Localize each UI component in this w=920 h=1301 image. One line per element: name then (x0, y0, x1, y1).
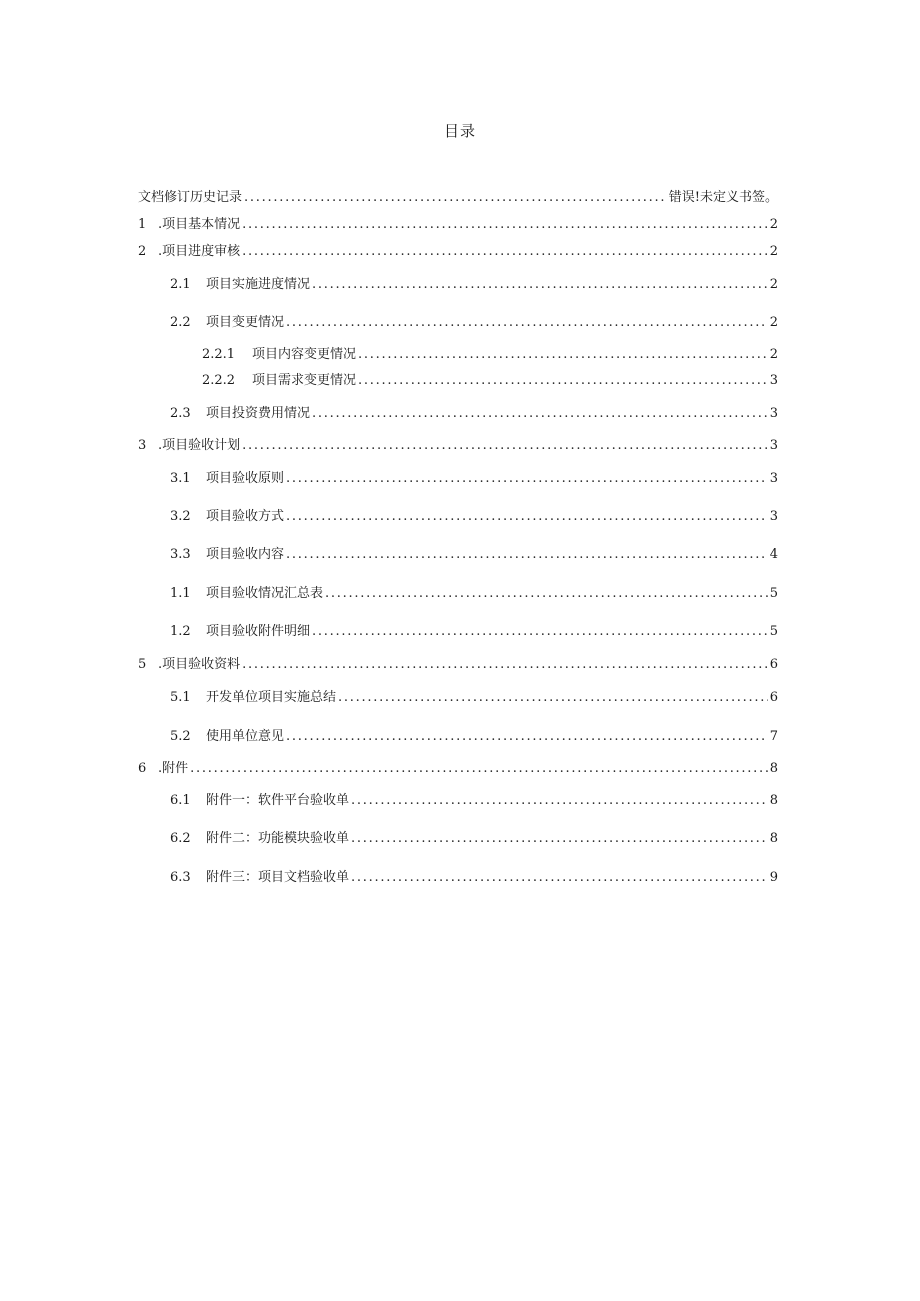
toc-leader-dots (312, 405, 768, 423)
toc-entry-number: 6.1 (170, 793, 191, 808)
toc-entry-text: 项目验收方式 (206, 509, 285, 524)
toc-leader-dots (286, 546, 768, 564)
toc-entry-text: 项目投资费用情况 (206, 406, 311, 421)
toc-entry-6[interactable] (138, 760, 778, 778)
toc-entry-1-1[interactable] (170, 585, 778, 603)
toc-entry-page: 2 (769, 277, 778, 292)
toc-entry-text: 开发单位项目实施总结 (206, 690, 337, 705)
toc-entry-page: 7 (769, 729, 778, 744)
toc-entry-number: 2.2.1 (202, 347, 236, 362)
toc-entry-number: 6 (138, 761, 147, 776)
toc-entry-2-2[interactable] (170, 314, 778, 332)
toc-leader-dots (358, 372, 768, 390)
toc-entry-number: 3.1 (170, 471, 191, 486)
toc-leader-dots (242, 437, 768, 455)
toc-entry-page: 5 (769, 586, 778, 601)
toc-entry-text: 附件二：功能模块验收单 (206, 831, 350, 846)
toc-entry-number: 6.2 (170, 831, 191, 846)
toc-entry-page: 3 (769, 438, 778, 453)
toc-entry-page: 2 (769, 217, 778, 232)
toc-entry-6-3[interactable] (170, 869, 778, 887)
toc-entry-page: 6 (769, 657, 778, 672)
toc-entry-1-2[interactable] (170, 623, 778, 641)
toc-leader-dots (351, 869, 768, 887)
toc-entry-page: 8 (769, 831, 778, 846)
toc-entry-text: .项目进度审核 (158, 244, 241, 259)
toc-leader-dots (325, 585, 768, 603)
toc-entry-2-2-1[interactable] (202, 346, 778, 364)
toc-leader-dots (338, 689, 768, 707)
toc-entry-5[interactable] (138, 656, 778, 674)
toc-entry-6-1[interactable] (170, 792, 778, 810)
toc-entry-text: 附件一：软件平台验收单 (206, 793, 350, 808)
toc-entry-3-1[interactable] (170, 470, 778, 488)
toc-entry-text: 项目验收原则 (206, 471, 285, 486)
toc-entry-number: 5 (138, 657, 147, 672)
toc-leader-dots (312, 276, 768, 294)
toc-entry-page: 8 (769, 761, 778, 776)
toc-entry-text: 附件三：项目文档验收单 (206, 870, 350, 885)
toc-entry-text: 项目变更情况 (206, 315, 285, 330)
toc-entry-text: .附件 (158, 761, 189, 776)
toc-entry-1[interactable] (138, 216, 778, 234)
toc-title: 目录 (443, 122, 476, 140)
toc-leader-dots (286, 314, 768, 332)
toc-leader-dots (286, 728, 768, 746)
toc-leader-dots (351, 792, 768, 810)
toc-entry-text: 项目验收内容 (206, 547, 285, 562)
toc-entry-number: 2 (138, 244, 147, 259)
toc-entry-text: 项目实施进度情况 (206, 277, 311, 292)
toc-leader-dots (351, 830, 768, 848)
toc-leader-dots (286, 470, 768, 488)
toc-leader-dots (312, 623, 768, 641)
toc-entry-text: 项目验收情况汇总表 (206, 586, 324, 601)
toc-leader-dots (286, 508, 768, 526)
toc-entry-text: 项目验收附件明细 (206, 624, 311, 639)
toc-entry-2[interactable] (138, 243, 778, 261)
toc-entry-text: .项目验收计划 (158, 438, 241, 453)
toc-leader-dots (358, 346, 768, 364)
toc-entry-page: 错误!未定义书签。 (668, 190, 778, 205)
toc-entry-2-3[interactable] (170, 405, 778, 423)
toc-entry-number: 2.3 (170, 406, 191, 421)
toc-entry-number: 3.3 (170, 547, 191, 562)
toc-entry-number: 1.1 (170, 586, 191, 601)
toc-entry-number: 2.2.2 (202, 373, 236, 388)
toc-entry-text: 使用单位意见 (206, 729, 285, 744)
toc-entry-text: 项目需求变更情况 (252, 373, 357, 388)
toc-leader-dots (190, 760, 768, 778)
toc-entry-3-2[interactable] (170, 508, 778, 526)
toc-entry-text: .项目验收资料 (158, 657, 241, 672)
toc-entry-page: 2 (769, 244, 778, 259)
toc-leader-dots (242, 656, 768, 674)
toc-entry-text: 文档修订历史记录 (138, 190, 243, 205)
toc-entry-page: 3 (769, 509, 778, 524)
toc-leader-dots (244, 189, 667, 207)
toc-entry-number: 1.2 (170, 624, 191, 639)
toc-leader-dots (242, 243, 768, 261)
toc-leader-dots (242, 216, 768, 234)
toc-entry-revision-history[interactable] (138, 189, 778, 207)
toc-entry-page: 5 (769, 624, 778, 639)
toc-entry-number: 3 (138, 438, 147, 453)
toc-entry-number: 2.2 (170, 315, 191, 330)
toc-entry-number: 1 (138, 217, 147, 232)
toc-entry-number: 5.1 (170, 690, 191, 705)
toc-entry-page: 9 (769, 870, 778, 885)
toc-entry-5-1[interactable] (170, 689, 778, 707)
toc-entry-3[interactable] (138, 437, 778, 455)
toc-entry-text: 项目内容变更情况 (252, 347, 357, 362)
toc-entry-page: 3 (769, 471, 778, 486)
toc-entry-number: 2.1 (170, 277, 191, 292)
toc-entry-page: 3 (769, 373, 778, 388)
toc-entry-page: 6 (769, 690, 778, 705)
toc-entry-number: 3.2 (170, 509, 191, 524)
toc-entry-page: 2 (769, 315, 778, 330)
toc-entry-number: 6.3 (170, 870, 191, 885)
toc-entry-page: 4 (769, 547, 778, 562)
toc-entry-2-1[interactable] (170, 276, 778, 294)
toc-entry-page: 2 (769, 347, 778, 362)
toc-entry-number: 5.2 (170, 729, 191, 744)
toc-entry-3-3[interactable] (170, 546, 778, 564)
toc-entry-6-2[interactable] (170, 830, 778, 848)
toc-entry-2-2-2[interactable] (202, 372, 778, 390)
toc-entry-page: 3 (769, 406, 778, 421)
toc-entry-page: 8 (769, 793, 778, 808)
toc-entry-text: .项目基本情况 (158, 217, 241, 232)
toc-entry-5-2[interactable] (170, 728, 778, 746)
